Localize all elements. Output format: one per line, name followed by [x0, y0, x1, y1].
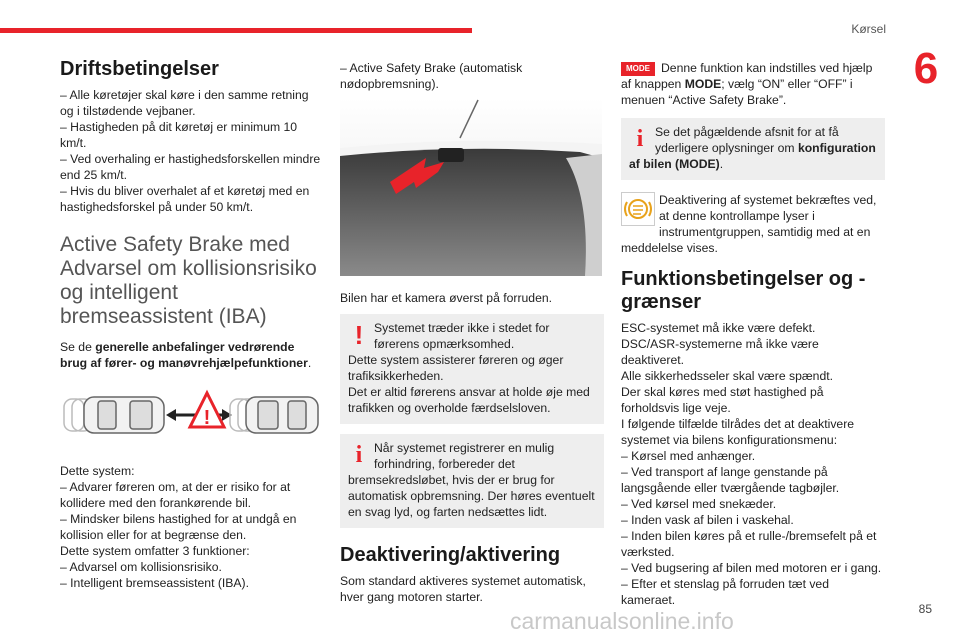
- heading-active-safety-brake: Active Safety Brake med Advarsel om kollisionsrisiko og intelligent bremseassistent (IBA): [60, 233, 317, 328]
- photo-caption: Bilen har et kamera øverst på forruden.: [340, 291, 553, 305]
- info-text: Når systemet registrerer en mulig forhindring, forbereder det bremsekredsløbet, hvis der er brug for automatisk opbremsning. Der høres eventuelt en svag lyd, og farten nedsættes lidt.: [348, 441, 595, 519]
- config-info-note: i Se det pågældende afsnit for at få yderligere oplysninger om konfiguration af bilen (MODE).: [621, 118, 885, 180]
- mode-block: MODE Denne funktion kan indstilles ved hjælp af knappen MODE; vælg “ON” eller “OFF” i menuen “Active Safety Brake”.: [621, 61, 873, 107]
- collision-warning-illustration: [60, 387, 322, 443]
- heading-deaktivering: Deaktivering/aktivering: [340, 544, 561, 566]
- warning-line: Dette system assisterer føreren og øger trafiksikkerheden.: [348, 353, 564, 383]
- deakt-text: Som standard aktiveres systemet automatisk, hver gang motoren starter.: [340, 574, 586, 604]
- body-line: – Intelligent bremseassistent (IBA).: [60, 576, 249, 590]
- column-right: [621, 60, 885, 608]
- warning-note: [340, 314, 604, 424]
- funk-line: Alle sikkerhedsseler skal være spændt.: [621, 369, 834, 383]
- warning-line: Det er altid førerens ansvar at holde øje med trafikken og overholde færdselsloven.: [348, 385, 590, 415]
- funk-line: I følgende tilfælde tilrådes det at deaktivere systemet via bilens konfigurationsmenu:: [621, 417, 855, 447]
- recommendations-link-text: generelle anbefalinger vedrørende brug af fører- og manøvrehjælpefunktioner: [60, 340, 308, 370]
- body-line: Dette system:: [60, 464, 135, 478]
- funk-line: – Inden vask af bilen i vaskehal.: [621, 513, 794, 527]
- warning-exclamation-icon: !: [354, 320, 364, 350]
- heading-funktionsbetingelser: Funktionsbetingelser og -grænser: [621, 268, 866, 313]
- funk-line: – Ved bugsering af bilen med motoren er i gang.: [621, 561, 882, 575]
- info-icon: i: [355, 442, 363, 468]
- column-middle: [340, 60, 604, 605]
- info-icon: i: [636, 126, 644, 152]
- drift-line: – Alle køretøjer skal køre i den samme retning og i tilstødende vejbaner.: [60, 88, 309, 118]
- body-line: Dette system omfatter 3 funktioner:: [60, 544, 250, 558]
- funk-line: – Ved kørsel med snekæder.: [621, 497, 777, 511]
- body-line: – Advarsel om kollisionsrisiko.: [60, 560, 222, 574]
- funk-line: ESC-systemet må ikke være defekt.: [621, 321, 816, 335]
- drift-line: – Ved overhaling er hastighedsforskellen mindre end 25 km/t.: [60, 152, 321, 182]
- body-line: – Advarer føreren om, at der er risiko for at kollidere med den forankørende bil.: [60, 480, 291, 510]
- warning-first: Systemet træder ikke i stedet for førerens opmærksomhed.: [374, 321, 550, 351]
- body-line: – Mindsker bilens hastighed for at undgå en kollision eller for at begrænse den.: [60, 512, 297, 542]
- warning-lamp-icon: [621, 192, 655, 226]
- asb-line: – Active Safety Brake (automatisk nødopbremsning).: [340, 61, 523, 91]
- funk-line: – Efter et stenslag på forruden tæt ved kameraet.: [621, 577, 829, 607]
- lamp-text: Deaktivering af systemet bekræftes ved, at denne kontrollampe lyser i instrumentgruppen, samtidig med at en meddelelse vises.: [621, 193, 877, 255]
- drift-line: – Hvis du bliver overhalet af et køretøj med en hastighedsforskel på under 50 km/t.: [60, 184, 310, 214]
- info-note: [340, 434, 604, 528]
- lamp-block: [621, 192, 885, 256]
- funk-line: – Ved transport af lange genstande på langsgående eller tværgående tagbøjler.: [621, 465, 840, 495]
- chapter-title: Kørsel: [851, 22, 886, 36]
- windscreen-camera-photo: [340, 98, 602, 276]
- chapter-number: 6: [913, 44, 939, 93]
- svg-text:!: !: [203, 407, 211, 429]
- see-recommendations: Se de generelle anbefalinger vedrørende brug af fører- og manøvrehjælpefunktioner.: [60, 340, 312, 370]
- header-red-bar: [0, 28, 472, 33]
- column-left: [60, 50, 322, 591]
- funk-line: DSC/ASR-systemerne må ikke være deaktiveret.: [621, 337, 819, 367]
- config-link-text: konfiguration af bilen (MODE): [629, 141, 876, 171]
- funk-line: – Kørsel med anhænger.: [621, 449, 756, 463]
- funk-line: – Inden bilen køres på et rulle-/bremsefelt på et værksted.: [621, 529, 877, 559]
- mode-button-badge: MODE: [621, 62, 655, 76]
- watermark-text: carmanualsonline.info: [510, 608, 734, 634]
- drift-line: – Hastigheden på dit køretøj er minimum 10 km/t.: [60, 120, 298, 150]
- page-number: 85: [918, 602, 932, 616]
- funk-line: Der skal køres med støt hastighed på forholdsvis lige veje.: [621, 385, 824, 415]
- heading-driftsbetingelser: Driftsbetingelser: [60, 58, 219, 80]
